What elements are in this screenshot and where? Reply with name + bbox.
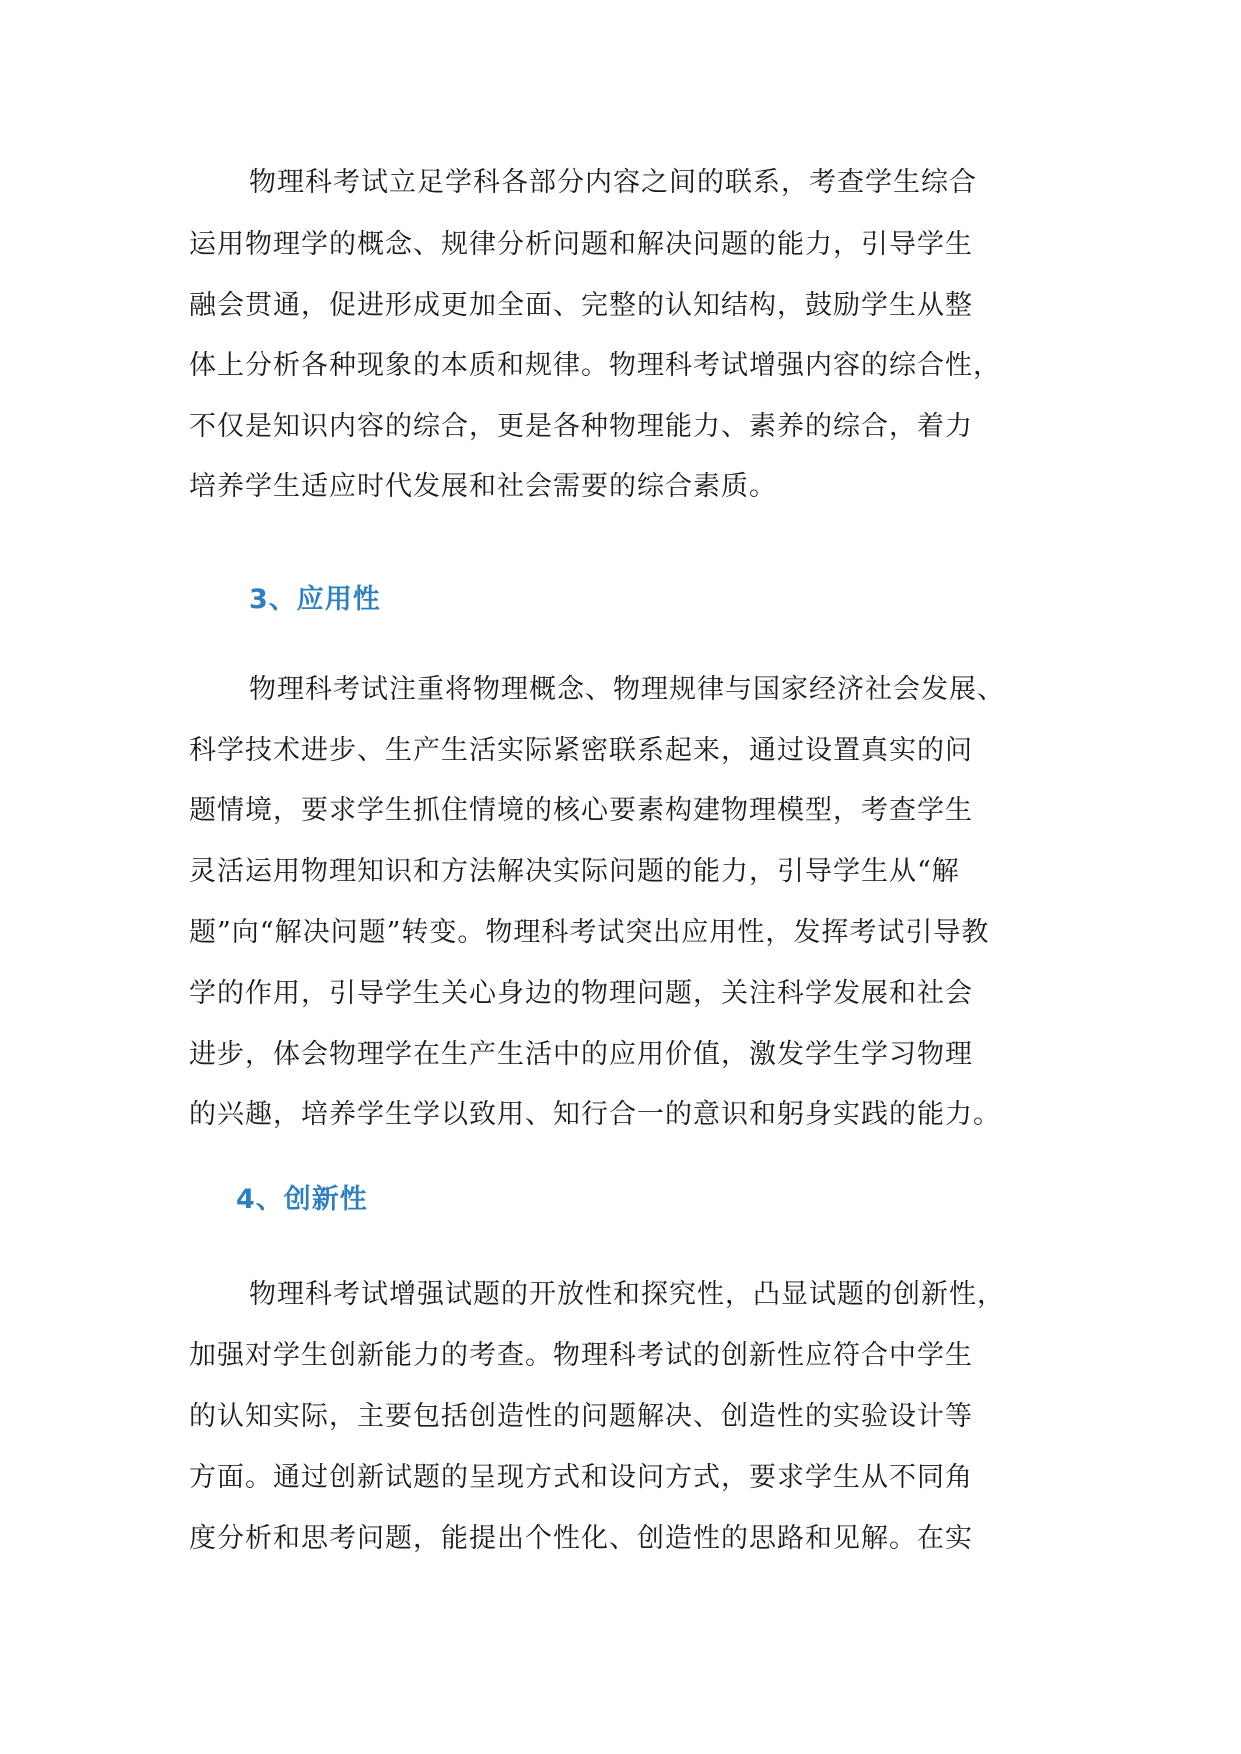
paragraph-line: 培养学生适应时代发展和社会需要的综合素质。 xyxy=(189,471,777,502)
paragraph-line: 不仅是知识内容的综合，更是各种物理能力、素养的综合，着力 xyxy=(189,411,973,442)
paragraph-line: 运用物理学的概念、规律分析问题和解决问题的能力，引导学生 xyxy=(189,229,973,260)
paragraph-line: 融会贯通，促进形成更加全面、完整的认知结构，鼓励学生从整 xyxy=(189,290,973,321)
paragraph-line: 题”向“解决问题”转变。物理科考试突出应用性，发挥考试引导教 xyxy=(189,917,990,948)
paragraph-line: 物理科考试注重将物理概念、物理规律与国家经济社会发展、 xyxy=(249,674,1005,705)
section-heading-innovation: 4、创新性 xyxy=(236,1184,368,1215)
paragraph-line: 加强对学生创新能力的考查。物理科考试的创新性应符合中学生 xyxy=(189,1340,973,1371)
paragraph-line: 方面。通过创新试题的呈现方式和设问方式，要求学生从不同角 xyxy=(189,1462,973,1493)
paragraph-line: 的认知实际，主要包括创造性的问题解决、创造性的实验设计等 xyxy=(189,1401,973,1432)
paragraph-line: 学的作用，引导学生关心身边的物理问题，关注科学发展和社会 xyxy=(189,978,973,1009)
paragraph-line: 的兴趣，培养学生学以致用、知行合一的意识和躬身实践的能力。 xyxy=(189,1099,1001,1130)
paragraph-line: 科学技术进步、生产生活实际紧密联系起来，通过设置真实的问 xyxy=(189,735,973,766)
paragraph-line: 进步，体会物理学在生产生活中的应用价值，激发学生学习物理 xyxy=(189,1039,973,1070)
paragraph-line: 度分析和思考问题，能提出个性化、创造性的思路和见解。在实 xyxy=(189,1523,973,1554)
section-heading-application: 3、应用性 xyxy=(249,584,381,615)
paragraph-line: 题情境，要求学生抓住情境的核心要素构建物理模型，考查学生 xyxy=(189,795,973,826)
paragraph-line: 灵活运用物理知识和方法解决实际问题的能力，引导学生从“解 xyxy=(189,856,960,887)
paragraph-line: 物理科考试立足学科各部分内容之间的联系，考查学生综合 xyxy=(249,167,977,198)
paragraph-line: 体上分析各种现象的本质和规律。物理科考试增强内容的综合性， xyxy=(189,350,1001,381)
paragraph-line: 物理科考试增强试题的开放性和探究性，凸显试题的创新性， xyxy=(249,1279,1005,1310)
